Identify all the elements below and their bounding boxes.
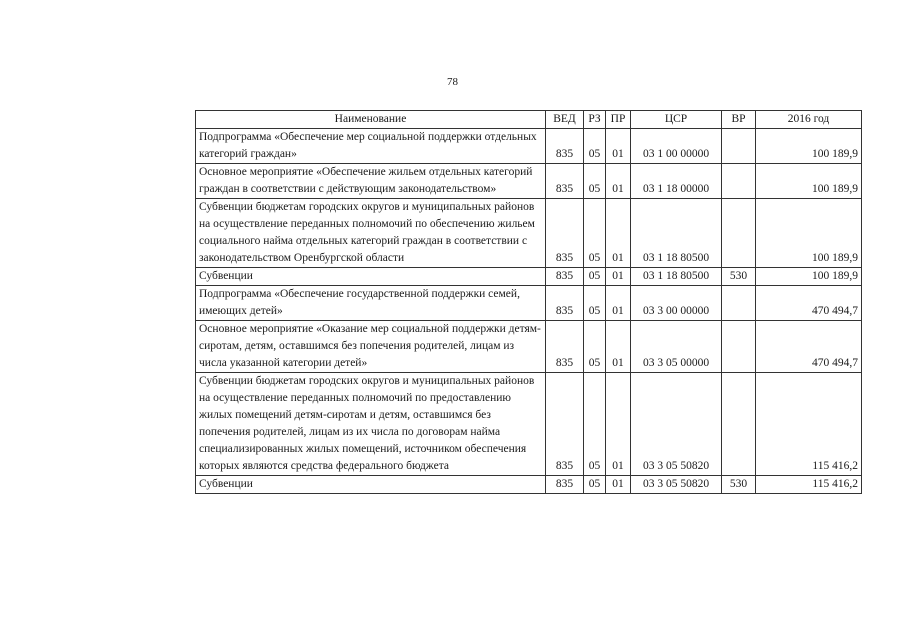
- row-rz: 05: [584, 373, 606, 476]
- row-rz: 05: [584, 268, 606, 286]
- header-rz: РЗ: [584, 111, 606, 129]
- row-pr: 01: [606, 286, 631, 321]
- row-amount: 470 494,7: [756, 286, 862, 321]
- row-csr: 03 3 05 50820: [631, 476, 722, 494]
- table-row: [196, 164, 862, 199]
- row-ved: 835: [546, 476, 584, 494]
- row-name: Субвенции бюджетам городских округов и муниципальных районов на осуществление переданных полномочий по обеспечению жильем социального найма отдельных категорий граждан в соответствии с законодательством Оренбургской области: [196, 199, 546, 268]
- header-name: Наименование: [196, 111, 546, 129]
- row-amount: 100 189,9: [756, 129, 862, 164]
- table-row: [196, 373, 862, 476]
- row-name: Основное мероприятие «Оказание мер социальной поддержки детям-сиротам, детям, оставшимся без попечения родителей, лицам из числа указанной категории детей»: [196, 321, 546, 373]
- budget-table: [195, 110, 862, 494]
- row-name: Субвенции бюджетам городских округов и муниципальных районов на осуществление переданных полномочий по предоставлению жилых помещений детям-сиротам и детям, оставшимся без попечения родителей, лицам из их числа по договорам найма специализированных жилых помещений, источником обеспечения которых являются средства федерального бюджета: [196, 373, 546, 476]
- row-pr: 01: [606, 199, 631, 268]
- row-rz: 05: [584, 286, 606, 321]
- row-pr: 01: [606, 129, 631, 164]
- row-csr: 03 1 00 00000: [631, 129, 722, 164]
- row-ved: 835: [546, 321, 584, 373]
- row-vr: [722, 286, 756, 321]
- header-vr: ВР: [722, 111, 756, 129]
- row-csr: 03 3 05 50820: [631, 373, 722, 476]
- row-vr: [722, 321, 756, 373]
- row-pr: 01: [606, 476, 631, 494]
- table-row: [196, 199, 862, 268]
- row-vr: [722, 373, 756, 476]
- row-ved: 835: [546, 373, 584, 476]
- row-rz: 05: [584, 164, 606, 199]
- row-csr: 03 1 18 00000: [631, 164, 722, 199]
- row-ved: 835: [546, 129, 584, 164]
- row-pr: 01: [606, 268, 631, 286]
- row-pr: 01: [606, 373, 631, 476]
- row-pr: 01: [606, 164, 631, 199]
- row-vr: 530: [722, 268, 756, 286]
- row-vr: [722, 164, 756, 199]
- row-csr: 03 3 00 00000: [631, 286, 722, 321]
- table-row: [196, 129, 862, 164]
- row-name: Субвенции: [196, 476, 546, 494]
- header-csr: ЦСР: [631, 111, 722, 129]
- row-rz: 05: [584, 129, 606, 164]
- row-name: Подпрограмма «Обеспечение мер социальной поддержки отдельных категорий граждан»: [196, 129, 546, 164]
- row-ved: 835: [546, 268, 584, 286]
- row-csr: 03 3 05 00000: [631, 321, 722, 373]
- row-ved: 835: [546, 199, 584, 268]
- row-rz: 05: [584, 321, 606, 373]
- table-header-row: [196, 111, 862, 129]
- page-number: 78: [447, 76, 458, 88]
- header-ved: ВЕД: [546, 111, 584, 129]
- row-ved: 835: [546, 164, 584, 199]
- table-row: [196, 321, 862, 373]
- row-vr: 530: [722, 476, 756, 494]
- row-vr: [722, 199, 756, 268]
- row-amount: 115 416,2: [756, 373, 862, 476]
- row-amount: 115 416,2: [756, 476, 862, 494]
- row-ved: 835: [546, 286, 584, 321]
- header-year: 2016 год: [756, 111, 862, 129]
- header-pr: ПР: [606, 111, 631, 129]
- row-name: Основное мероприятие «Обеспечение жильем отдельных категорий граждан в соответствии с действующим законодательством»: [196, 164, 546, 199]
- row-amount: 100 189,9: [756, 164, 862, 199]
- row-name: Субвенции: [196, 268, 546, 286]
- table-row: [196, 268, 862, 286]
- row-pr: 01: [606, 321, 631, 373]
- table-row: [196, 476, 862, 494]
- row-amount: 100 189,9: [756, 268, 862, 286]
- row-amount: 100 189,9: [756, 199, 862, 268]
- row-csr: 03 1 18 80500: [631, 199, 722, 268]
- row-amount: 470 494,7: [756, 321, 862, 373]
- row-vr: [722, 129, 756, 164]
- row-rz: 05: [584, 476, 606, 494]
- row-rz: 05: [584, 199, 606, 268]
- row-name: Подпрограмма «Обеспечение государственной поддержки семей, имеющих детей»: [196, 286, 546, 321]
- row-csr: 03 1 18 80500: [631, 268, 722, 286]
- table-row: [196, 286, 862, 321]
